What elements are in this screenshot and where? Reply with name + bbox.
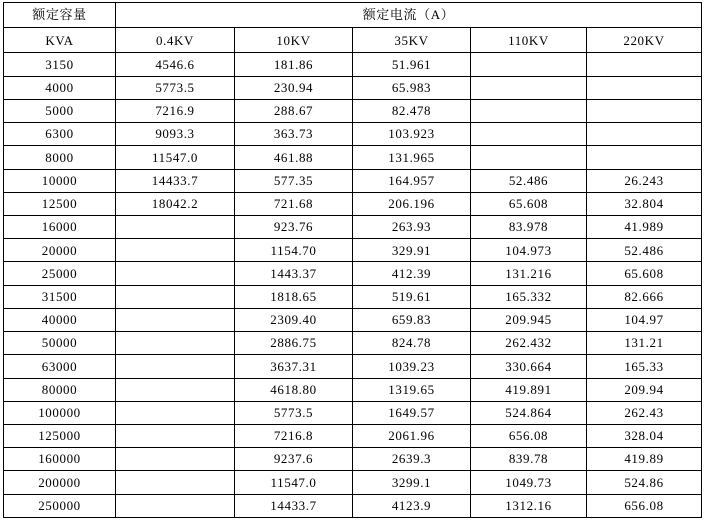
- cell-current-0.4KV: [116, 262, 235, 285]
- cell-current-35KV: 2639.3: [353, 448, 471, 471]
- table-row: [4, 424, 702, 447]
- table-row: [4, 355, 702, 378]
- cell-current-35KV: 329.91: [353, 239, 471, 262]
- cell-current-10KV: 5773.5: [235, 401, 353, 424]
- cell-current-110KV: 1312.16: [471, 494, 587, 517]
- cell-current-110KV: 52.486: [471, 169, 587, 192]
- cell-current-220KV: 65.608: [587, 262, 702, 285]
- cell-current-10KV: 363.73: [235, 123, 353, 146]
- cell-current-10KV: 2309.40: [235, 308, 353, 331]
- cell-current-110KV: 104.973: [471, 239, 587, 262]
- cell-current-110KV: [471, 53, 587, 76]
- cell-current-110KV: [471, 123, 587, 146]
- cell-current-10KV: 7216.8: [235, 424, 353, 447]
- cell-current-220KV: [587, 76, 702, 99]
- cell-current-0.4KV: [116, 239, 235, 262]
- cell-current-35KV: 65.983: [353, 76, 471, 99]
- header-capacity-unit: KVA: [4, 28, 116, 53]
- cell-kva: 4000: [4, 76, 116, 99]
- cell-current-110KV: 839.78: [471, 448, 587, 471]
- cell-current-0.4KV: 5773.5: [116, 76, 235, 99]
- cell-current-35KV: 131.965: [353, 146, 471, 169]
- table-row: [4, 123, 702, 146]
- cell-current-35KV: 263.93: [353, 216, 471, 239]
- table-row: [4, 169, 702, 192]
- cell-current-35KV: 1649.57: [353, 401, 471, 424]
- cell-current-0.4KV: [116, 401, 235, 424]
- cell-current-10KV: 230.94: [235, 76, 353, 99]
- cell-current-0.4KV: [116, 332, 235, 355]
- cell-current-0.4KV: [116, 285, 235, 308]
- cell-current-220KV: 104.97: [587, 308, 702, 331]
- cell-current-110KV: 656.08: [471, 424, 587, 447]
- header-voltage-110kv: 110KV: [471, 28, 587, 53]
- table-row: [4, 494, 702, 517]
- cell-current-110KV: 131.216: [471, 262, 587, 285]
- cell-current-220KV: [587, 146, 702, 169]
- table-row: [4, 285, 702, 308]
- cell-current-35KV: 1039.23: [353, 355, 471, 378]
- cell-current-0.4KV: 9093.3: [116, 123, 235, 146]
- cell-current-35KV: 82.478: [353, 99, 471, 122]
- header-voltage-220kv: 220KV: [587, 28, 702, 53]
- cell-current-110KV: [471, 76, 587, 99]
- cell-current-0.4KV: [116, 424, 235, 447]
- cell-current-220KV: [587, 53, 702, 76]
- header-voltage-10kv: 10KV: [235, 28, 353, 53]
- cell-current-220KV: [587, 123, 702, 146]
- cell-current-220KV: 131.21: [587, 332, 702, 355]
- cell-current-110KV: 1049.73: [471, 471, 587, 494]
- cell-kva: 40000: [4, 308, 116, 331]
- cell-current-110KV: 262.432: [471, 332, 587, 355]
- cell-kva: 50000: [4, 332, 116, 355]
- cell-current-10KV: 3637.31: [235, 355, 353, 378]
- table-row: [4, 99, 702, 122]
- cell-current-10KV: 1443.37: [235, 262, 353, 285]
- cell-kva: 3150: [4, 53, 116, 76]
- cell-current-35KV: 659.83: [353, 308, 471, 331]
- cell-current-35KV: 412.39: [353, 262, 471, 285]
- table-row: [4, 146, 702, 169]
- cell-current-220KV: 524.86: [587, 471, 702, 494]
- cell-kva: 8000: [4, 146, 116, 169]
- table-header-row-1: [4, 3, 702, 28]
- cell-current-10KV: 288.67: [235, 99, 353, 122]
- cell-current-110KV: 165.332: [471, 285, 587, 308]
- cell-kva: 31500: [4, 285, 116, 308]
- cell-kva: 80000: [4, 378, 116, 401]
- cell-current-0.4KV: [116, 448, 235, 471]
- cell-current-35KV: 519.61: [353, 285, 471, 308]
- table-row: [4, 471, 702, 494]
- cell-current-0.4KV: [116, 308, 235, 331]
- cell-current-220KV: 262.43: [587, 401, 702, 424]
- cell-current-110KV: 83.978: [471, 216, 587, 239]
- cell-kva: 63000: [4, 355, 116, 378]
- cell-kva: 25000: [4, 262, 116, 285]
- cell-current-10KV: 2886.75: [235, 332, 353, 355]
- cell-current-10KV: 923.76: [235, 216, 353, 239]
- header-voltage-0-4kv: 0.4KV: [116, 28, 235, 53]
- cell-current-35KV: 824.78: [353, 332, 471, 355]
- cell-current-220KV: [587, 99, 702, 122]
- cell-current-110KV: [471, 99, 587, 122]
- table-header-row-2: [4, 28, 702, 53]
- cell-current-110KV: [471, 146, 587, 169]
- cell-current-35KV: 103.923: [353, 123, 471, 146]
- cell-current-10KV: 4618.80: [235, 378, 353, 401]
- cell-current-35KV: 3299.1: [353, 471, 471, 494]
- cell-current-0.4KV: 7216.9: [116, 99, 235, 122]
- cell-current-10KV: 1154.70: [235, 239, 353, 262]
- cell-current-220KV: 165.33: [587, 355, 702, 378]
- cell-kva: 250000: [4, 494, 116, 517]
- cell-current-110KV: 419.891: [471, 378, 587, 401]
- cell-current-10KV: 461.88: [235, 146, 353, 169]
- cell-current-220KV: 26.243: [587, 169, 702, 192]
- cell-current-0.4KV: [116, 494, 235, 517]
- cell-current-10KV: 577.35: [235, 169, 353, 192]
- table-row: [4, 76, 702, 99]
- cell-kva: 6300: [4, 123, 116, 146]
- cell-current-0.4KV: 4546.6: [116, 53, 235, 76]
- table-row: [4, 332, 702, 355]
- table-row: [4, 262, 702, 285]
- table-row: [4, 53, 702, 76]
- table-row: [4, 378, 702, 401]
- cell-kva: 10000: [4, 169, 116, 192]
- table-row: [4, 239, 702, 262]
- cell-kva: 16000: [4, 216, 116, 239]
- cell-kva: 200000: [4, 471, 116, 494]
- cell-current-10KV: 181.86: [235, 53, 353, 76]
- cell-current-0.4KV: [116, 355, 235, 378]
- header-current-label: 额定电流（A）: [116, 3, 702, 28]
- cell-current-110KV: 330.664: [471, 355, 587, 378]
- cell-current-0.4KV: 18042.2: [116, 192, 235, 215]
- cell-current-220KV: 328.04: [587, 424, 702, 447]
- cell-current-220KV: 419.89: [587, 448, 702, 471]
- cell-kva: 125000: [4, 424, 116, 447]
- cell-current-10KV: 14433.7: [235, 494, 353, 517]
- cell-kva: 12500: [4, 192, 116, 215]
- table-row: [4, 192, 702, 215]
- table-row: [4, 216, 702, 239]
- cell-current-220KV: 656.08: [587, 494, 702, 517]
- cell-current-10KV: 721.68: [235, 192, 353, 215]
- cell-current-35KV: 164.957: [353, 169, 471, 192]
- cell-current-220KV: 82.666: [587, 285, 702, 308]
- cell-current-35KV: 2061.96: [353, 424, 471, 447]
- cell-current-220KV: 209.94: [587, 378, 702, 401]
- cell-current-10KV: 9237.6: [235, 448, 353, 471]
- cell-kva: 160000: [4, 448, 116, 471]
- header-voltage-35kv: 35KV: [353, 28, 471, 53]
- cell-current-0.4KV: [116, 471, 235, 494]
- cell-current-110KV: 65.608: [471, 192, 587, 215]
- cell-current-10KV: 11547.0: [235, 471, 353, 494]
- cell-current-110KV: 524.864: [471, 401, 587, 424]
- cell-current-10KV: 1818.65: [235, 285, 353, 308]
- cell-current-220KV: 52.486: [587, 239, 702, 262]
- cell-current-0.4KV: [116, 216, 235, 239]
- header-capacity-label: 额定容量: [4, 3, 116, 28]
- cell-kva: 100000: [4, 401, 116, 424]
- rated-current-table: [3, 2, 702, 518]
- cell-current-35KV: 1319.65: [353, 378, 471, 401]
- table-row: [4, 448, 702, 471]
- cell-current-35KV: 4123.9: [353, 494, 471, 517]
- cell-kva: 20000: [4, 239, 116, 262]
- cell-current-220KV: 32.804: [587, 192, 702, 215]
- cell-current-220KV: 41.989: [587, 216, 702, 239]
- table-row: [4, 308, 702, 331]
- cell-current-35KV: 206.196: [353, 192, 471, 215]
- cell-current-0.4KV: [116, 378, 235, 401]
- cell-current-110KV: 209.945: [471, 308, 587, 331]
- cell-current-0.4KV: 14433.7: [116, 169, 235, 192]
- table-row: [4, 401, 702, 424]
- cell-current-35KV: 51.961: [353, 53, 471, 76]
- cell-current-0.4KV: 11547.0: [116, 146, 235, 169]
- cell-kva: 5000: [4, 99, 116, 122]
